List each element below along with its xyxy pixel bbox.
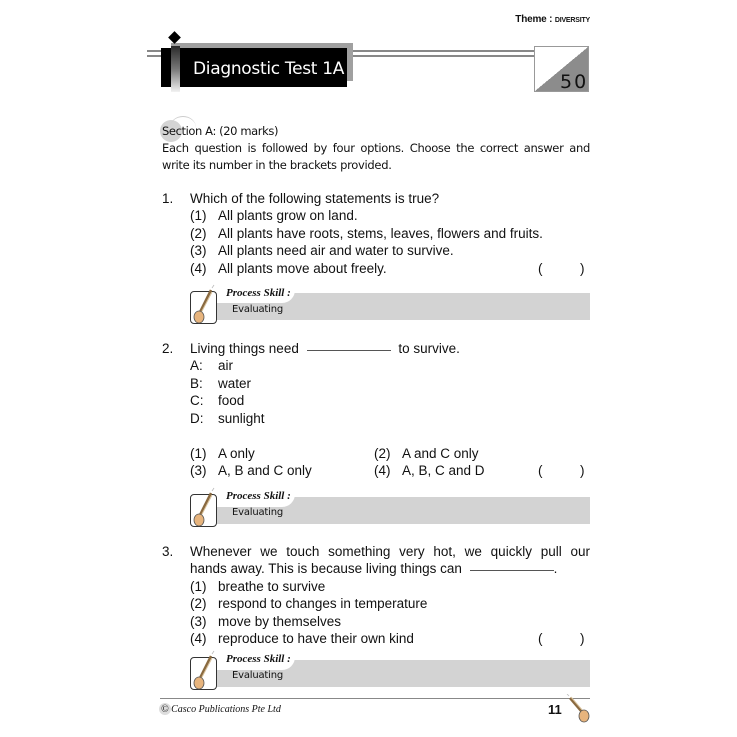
option-number: (2) xyxy=(190,226,207,241)
option-number: (3) xyxy=(190,614,207,629)
option-text: All plants grow on land. xyxy=(218,208,358,223)
option-number: (2) xyxy=(190,596,207,611)
title-bookmark-bar xyxy=(171,46,180,92)
option-number: (3) xyxy=(190,243,207,258)
option-number: (4) xyxy=(190,631,207,646)
option-3 xyxy=(190,463,312,478)
option-number: (4) xyxy=(374,463,391,478)
option-number: (3) xyxy=(190,463,207,478)
score-total: 50 xyxy=(560,71,589,93)
answer-bracket[interactable]: ( ) xyxy=(538,631,585,646)
option-number: (1) xyxy=(190,579,207,594)
option-text: reproduce to have their own kind xyxy=(218,631,414,646)
page-number: 11 xyxy=(548,702,562,717)
blank-line xyxy=(470,570,554,571)
footer-rule xyxy=(160,698,590,699)
option-number: (1) xyxy=(190,446,207,461)
answer-bracket[interactable]: ( ) xyxy=(538,261,585,276)
option-text: A and C only xyxy=(402,446,479,461)
diamond-icon xyxy=(168,31,181,44)
process-skill-label: Process Skill : xyxy=(226,287,291,299)
question-number: 2. xyxy=(162,341,174,356)
instructions-text: Each question is followed by four options. Choose the correct answer and write its number in the brackets provided. xyxy=(162,141,590,172)
question-text xyxy=(190,341,460,356)
option-text: A only xyxy=(218,446,255,461)
question-text-line1: Whenever we touch something very hot, we quickly pull our xyxy=(190,544,590,559)
item-label: A: xyxy=(190,358,203,373)
item-c xyxy=(190,393,244,408)
option-number: (2) xyxy=(374,446,391,461)
theme-label xyxy=(470,14,590,25)
process-skill-label: Process Skill : xyxy=(226,653,291,665)
question-text-before: Living things need xyxy=(190,341,299,356)
option-2 xyxy=(190,226,543,241)
question-text-line2 xyxy=(190,561,557,576)
brush-icon xyxy=(190,494,217,527)
option-text: move by themselves xyxy=(218,614,342,629)
question-number: 3. xyxy=(162,544,174,559)
option-number: (1) xyxy=(190,208,207,223)
theme-value: DIVERSITY xyxy=(554,17,590,24)
question-text-after: to survive. xyxy=(398,341,460,356)
option-3 xyxy=(190,614,341,629)
option-3 xyxy=(190,243,454,258)
item-b xyxy=(190,376,251,391)
process-skill-value: Evaluating xyxy=(232,670,283,681)
item-label: B: xyxy=(190,376,203,391)
brush-icon xyxy=(190,657,217,690)
item-text: food xyxy=(218,393,245,408)
option-1 xyxy=(190,579,325,594)
option-1 xyxy=(190,208,358,223)
option-2 xyxy=(374,446,479,461)
question-text-end: . xyxy=(553,561,558,576)
copyright: © Casco Publications Pte Ltd xyxy=(161,704,281,715)
option-text: All plants have roots, stems, leaves, flowers and fruits. xyxy=(218,226,543,241)
question-number: 1. xyxy=(162,191,174,206)
option-text: respond to changes in temperature xyxy=(218,596,428,611)
item-label: D: xyxy=(190,411,204,426)
option-2 xyxy=(190,596,427,611)
item-text: water xyxy=(218,376,252,391)
option-4 xyxy=(190,261,387,276)
option-text: A, B and C only xyxy=(218,463,312,478)
question-text: hands away. This is because living things can xyxy=(190,561,462,576)
item-label: C: xyxy=(190,393,204,408)
option-4 xyxy=(190,631,414,646)
brush-icon xyxy=(190,291,217,324)
option-number: (4) xyxy=(190,261,207,276)
item-a xyxy=(190,358,233,373)
answer-bracket[interactable]: ( ) xyxy=(538,463,585,478)
item-text: air xyxy=(218,358,234,373)
item-text: sunlight xyxy=(218,411,265,426)
option-text: A, B, C and D xyxy=(402,463,485,478)
option-4 xyxy=(374,463,485,478)
item-d xyxy=(190,411,265,426)
page-title: Diagnostic Test 1A xyxy=(193,59,345,79)
section-heading: Section A: (20 marks) xyxy=(162,124,279,138)
theme-prefix: Theme : xyxy=(515,14,553,25)
blank-line xyxy=(307,350,391,351)
process-skill-value: Evaluating xyxy=(232,304,283,315)
process-skill-value: Evaluating xyxy=(232,507,283,518)
option-text: All plants move about freely. xyxy=(218,261,387,276)
option-1 xyxy=(190,446,255,461)
brush-icon xyxy=(566,694,592,724)
process-skill-label: Process Skill : xyxy=(226,490,291,502)
question-text: Which of the following statements is true? xyxy=(190,191,440,206)
option-text: All plants need air and water to survive. xyxy=(218,243,454,258)
option-text: breathe to survive xyxy=(218,579,326,594)
